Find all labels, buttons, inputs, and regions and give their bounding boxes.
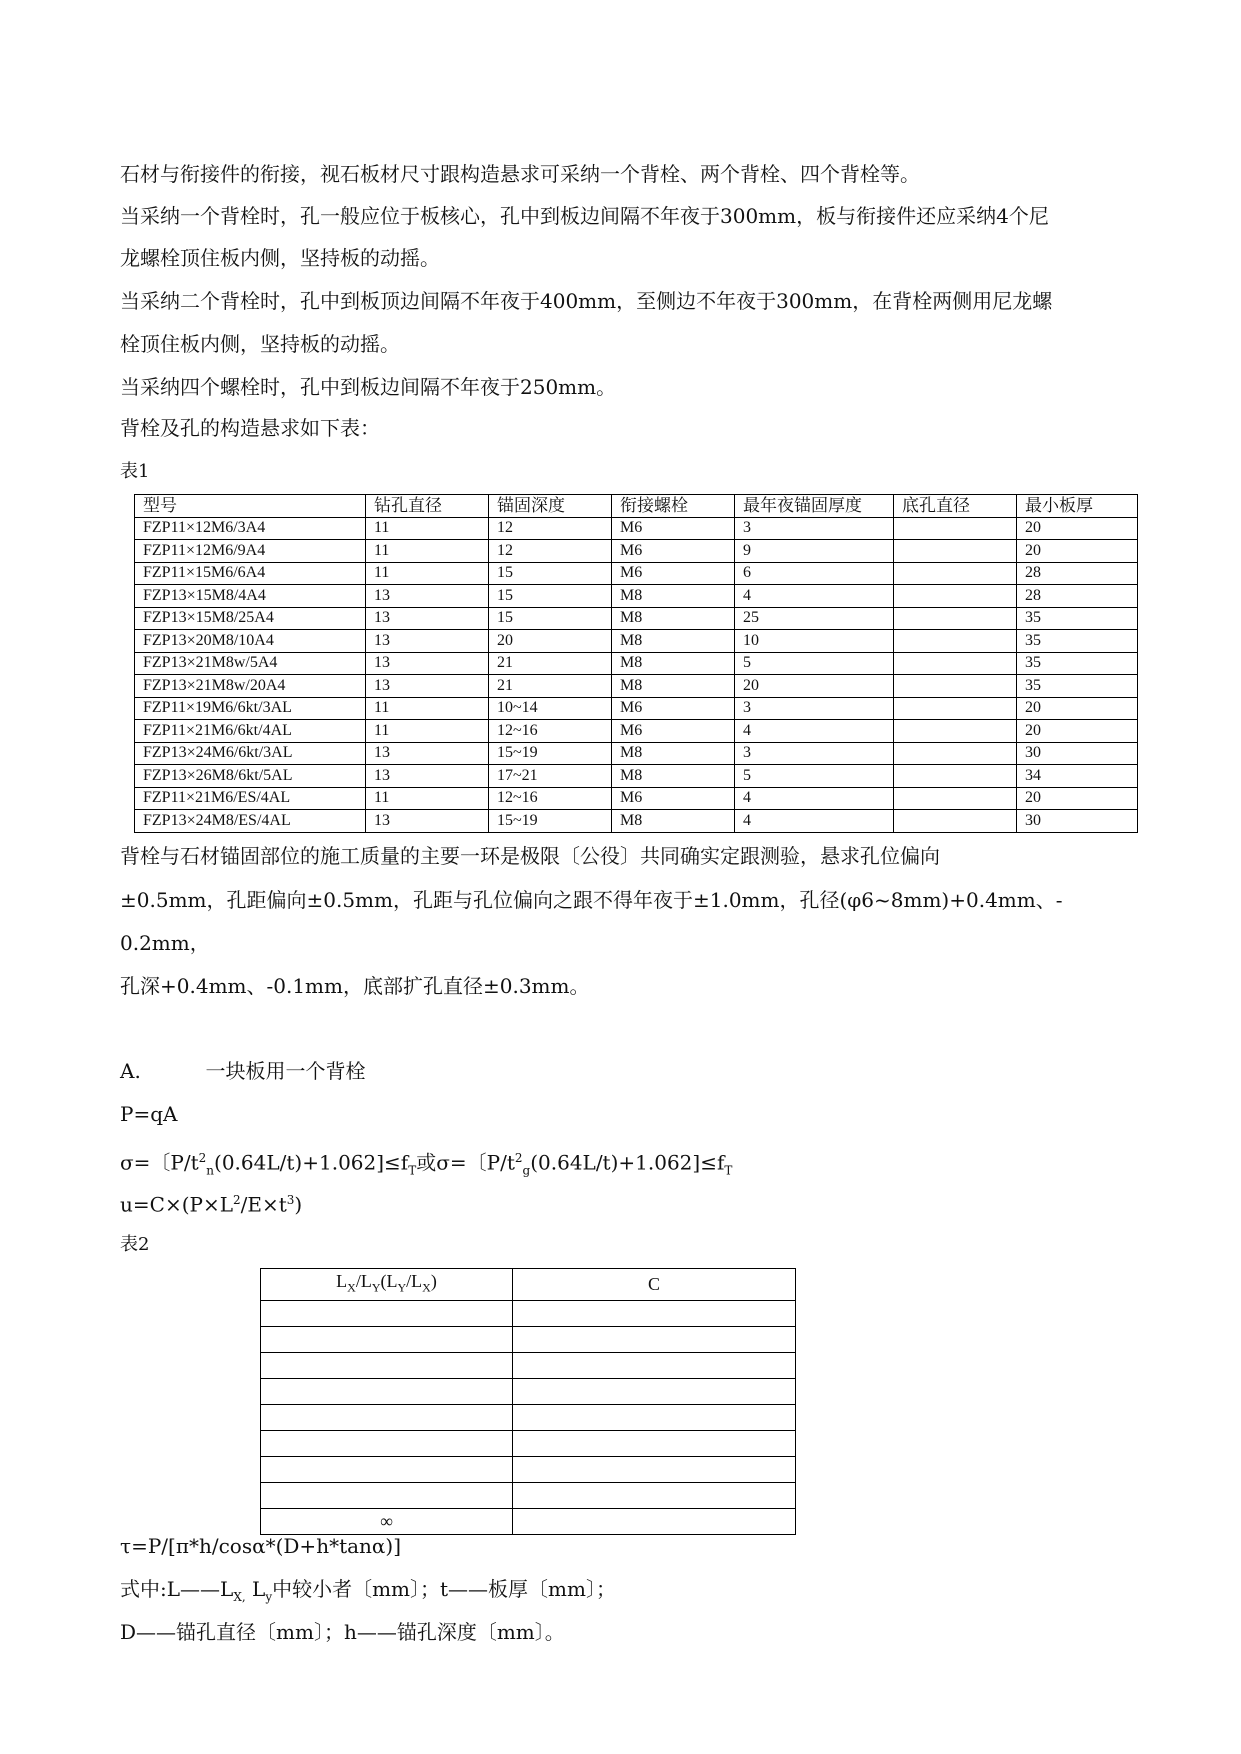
table-1-cell: M8 bbox=[612, 652, 735, 675]
table-2-cell bbox=[513, 1482, 796, 1508]
table-1-cell: 35 bbox=[1017, 652, 1138, 675]
table-1-cell: 4 bbox=[735, 585, 894, 608]
table-1-cell: 12 bbox=[489, 517, 612, 540]
table-1-header-cell: 衔接螺栓 bbox=[612, 495, 735, 518]
formula-sub: T bbox=[724, 1163, 733, 1178]
formula-text: /E×t bbox=[240, 1192, 287, 1217]
table-2-cell bbox=[261, 1326, 513, 1352]
table-1-header-cell: 锚固深度 bbox=[489, 495, 612, 518]
table-1-cell: 35 bbox=[1017, 630, 1138, 653]
table-1-cell: 3 bbox=[735, 697, 894, 720]
table-1-cell: 4 bbox=[735, 720, 894, 743]
table-1-cell: M8 bbox=[612, 810, 735, 833]
table-1-cell bbox=[894, 652, 1017, 675]
table-2-cell bbox=[513, 1456, 796, 1482]
formula-text: 或σ=〔P/t bbox=[416, 1150, 515, 1175]
note-sub: y bbox=[265, 1590, 273, 1604]
table-1-cell: M6 bbox=[612, 562, 735, 585]
table-2-row bbox=[261, 1300, 796, 1326]
formula-p: P=qA bbox=[120, 1102, 178, 1126]
table-1-cell: M8 bbox=[612, 742, 735, 765]
table-2-row bbox=[261, 1508, 796, 1534]
table-1-cell: 20 bbox=[489, 630, 612, 653]
table-1-cell: FZP11×19M6/6kt/3AL bbox=[135, 697, 366, 720]
section-a-heading bbox=[120, 1057, 366, 1085]
table-2-cell bbox=[513, 1430, 796, 1456]
table-1-cell: FZP11×15M6/6A4 bbox=[135, 562, 366, 585]
table-1-cell: 13 bbox=[366, 742, 489, 765]
table-1-cell: 3 bbox=[735, 742, 894, 765]
table-1-row bbox=[135, 675, 1138, 698]
note-text: L bbox=[245, 1577, 266, 1601]
table-1-row bbox=[135, 765, 1138, 788]
formula-sub: g bbox=[522, 1163, 531, 1178]
paragraph-6-line-1: 背栓与石材锚固部位的施工质量的主要一环是极限〔公役〕共同确实定跟测验，悬求孔位偏向 bbox=[120, 844, 940, 868]
table-1-cell: 13 bbox=[366, 652, 489, 675]
table-2-cell bbox=[513, 1508, 796, 1534]
formula-u bbox=[120, 1186, 302, 1219]
table-1-label: 表1 bbox=[120, 461, 150, 482]
note-text: 中较小者〔mm〕；t——板厚〔mm〕； bbox=[272, 1577, 616, 1601]
table-1-row bbox=[135, 607, 1138, 630]
table-1-cell: FZP11×12M6/9A4 bbox=[135, 540, 366, 563]
table-1-cell: 15 bbox=[489, 585, 612, 608]
table-2-cell bbox=[513, 1378, 796, 1404]
header-text: /L bbox=[406, 1271, 423, 1291]
table-2-cell: ∞ bbox=[261, 1508, 513, 1534]
table-1-cell: 20 bbox=[1017, 697, 1138, 720]
table-1-cell: 30 bbox=[1017, 742, 1138, 765]
table-1-row bbox=[135, 540, 1138, 563]
paragraph-6-line-4: 孔深+0.4mm、-0.1mm，底部扩孔直径±0.3mm。 bbox=[120, 974, 590, 998]
table-2-row bbox=[261, 1482, 796, 1508]
paragraph-6-line-3: 0.2mm， bbox=[120, 931, 210, 955]
table-1-cell bbox=[894, 607, 1017, 630]
table-1-cell bbox=[894, 517, 1017, 540]
table-1-cell bbox=[894, 742, 1017, 765]
table-1-header-cell: 型号 bbox=[135, 495, 366, 518]
table-2-row bbox=[261, 1404, 796, 1430]
table-2-cell bbox=[261, 1352, 513, 1378]
table-1-cell: 20 bbox=[1017, 787, 1138, 810]
table-2 bbox=[260, 1268, 796, 1535]
table-1-cell: 11 bbox=[366, 787, 489, 810]
formula-text: u=C×(P×L bbox=[120, 1192, 233, 1217]
table-1-cell bbox=[894, 720, 1017, 743]
table-1-cell: 28 bbox=[1017, 585, 1138, 608]
formula-sup: 2 bbox=[233, 1193, 241, 1207]
table-1-cell: 25 bbox=[735, 607, 894, 630]
table-2-label: 表2 bbox=[120, 1234, 150, 1255]
table-1-row bbox=[135, 720, 1138, 743]
paragraph-2-line-1: 当采纳一个背栓时，孔一般应位于板核心，孔中到板边间隔不年夜于300mm，板与衔接件还应采纳4个尼 bbox=[120, 204, 1049, 228]
table-1-cell: 9 bbox=[735, 540, 894, 563]
table-1-cell: 11 bbox=[366, 720, 489, 743]
table-2-row bbox=[261, 1456, 796, 1482]
table-1-cell: 11 bbox=[366, 540, 489, 563]
table-1-cell: 20 bbox=[1017, 517, 1138, 540]
table-1-row bbox=[135, 585, 1138, 608]
table-1-cell: 13 bbox=[366, 765, 489, 788]
header-sub: X bbox=[347, 1280, 356, 1295]
formula-text: σ=〔P/t bbox=[120, 1150, 199, 1175]
table-1-cell: 13 bbox=[366, 585, 489, 608]
header-text: ) bbox=[430, 1271, 437, 1291]
table-1-cell bbox=[894, 585, 1017, 608]
table-1-cell: M6 bbox=[612, 517, 735, 540]
note-line-2: D——锚孔直径〔mm〕；h——锚孔深度〔mm〕。 bbox=[120, 1620, 565, 1644]
header-text: L bbox=[336, 1271, 348, 1291]
table-2-cell bbox=[261, 1482, 513, 1508]
table-1-cell: 20 bbox=[735, 675, 894, 698]
table-1-cell: 5 bbox=[735, 765, 894, 788]
table-1-cell: 35 bbox=[1017, 675, 1138, 698]
table-1-cell: FZP13×24M6/6kt/3AL bbox=[135, 742, 366, 765]
table-1-cell: 13 bbox=[366, 630, 489, 653]
table-1-cell: M8 bbox=[612, 630, 735, 653]
table-2-cell bbox=[513, 1352, 796, 1378]
table-1-cell: 5 bbox=[735, 652, 894, 675]
table-1-cell: 15~19 bbox=[489, 810, 612, 833]
table-1-cell: FZP13×20M8/10A4 bbox=[135, 630, 366, 653]
table-1-row bbox=[135, 787, 1138, 810]
table-1-cell: M8 bbox=[612, 607, 735, 630]
section-a-title: 一块板用一个背栓 bbox=[205, 1059, 366, 1083]
paragraph-6-line-2: ±0.5mm，孔距偏向±0.5mm，孔距与孔位偏向之跟不得年夜于±1.0mm，孔径(φ6~8mm)+0.4mm、- bbox=[120, 888, 1063, 912]
formula-text: ) bbox=[294, 1192, 303, 1217]
table-1-cell: 21 bbox=[489, 652, 612, 675]
table-1-cell: 4 bbox=[735, 810, 894, 833]
table-1-header-row bbox=[135, 495, 1138, 518]
table-1-header-cell: 最年夜锚固厚度 bbox=[735, 495, 894, 518]
formula-sigma bbox=[120, 1144, 732, 1185]
table-1-cell: 11 bbox=[366, 697, 489, 720]
table-1-cell: 13 bbox=[366, 675, 489, 698]
table-2-cell bbox=[261, 1404, 513, 1430]
table-1-cell bbox=[894, 675, 1017, 698]
table-1-cell: 35 bbox=[1017, 607, 1138, 630]
table-2-header-ratio bbox=[261, 1269, 513, 1301]
table-2-row bbox=[261, 1352, 796, 1378]
table-2-cell bbox=[261, 1300, 513, 1326]
paragraph-3-line-1: 当采纳二个背栓时，孔中到板顶边间隔不年夜于400mm，至侧边不年夜于300mm，在背栓两侧用尼龙螺 bbox=[120, 289, 1053, 313]
table-1-cell: M8 bbox=[612, 675, 735, 698]
table-1-cell: FZP11×12M6/3A4 bbox=[135, 517, 366, 540]
table-1-cell: 6 bbox=[735, 562, 894, 585]
table-2-row bbox=[261, 1326, 796, 1352]
table-1-row bbox=[135, 652, 1138, 675]
table-1-cell: FZP11×21M6/ES/4AL bbox=[135, 787, 366, 810]
table-1-cell: 28 bbox=[1017, 562, 1138, 585]
section-a-label: A. bbox=[120, 1059, 141, 1083]
table-2-row bbox=[261, 1378, 796, 1404]
table-1-header-cell: 钻孔直径 bbox=[366, 495, 489, 518]
table-1-cell: 12~16 bbox=[489, 720, 612, 743]
table-2-header-row bbox=[261, 1269, 796, 1301]
table-1-cell: M6 bbox=[612, 540, 735, 563]
paragraph-3-line-2: 栓顶住板内侧，坚持板的动摇。 bbox=[120, 332, 400, 356]
formula-sup: 2 bbox=[514, 1151, 523, 1165]
formula-text: (0.64L/t)+1.062]≤f bbox=[530, 1150, 725, 1175]
table-1-cell: M8 bbox=[612, 585, 735, 608]
table-1-cell: 21 bbox=[489, 675, 612, 698]
table-1-row bbox=[135, 742, 1138, 765]
table-1-cell: M8 bbox=[612, 765, 735, 788]
formula-tau: τ=P/[π*h/cosα*(D+h*tanα)] bbox=[120, 1534, 402, 1558]
table-1-cell: M6 bbox=[612, 720, 735, 743]
table-1-row bbox=[135, 517, 1138, 540]
formula-sup: 3 bbox=[286, 1193, 295, 1207]
formula-text: (0.64L/t)+1.062]≤f bbox=[214, 1150, 409, 1175]
paragraph-4: 当采纳四个螺栓时，孔中到板边间隔不年夜于250mm。 bbox=[120, 375, 617, 399]
formula-sub: T bbox=[408, 1163, 417, 1178]
table-1-cell: 15~19 bbox=[489, 742, 612, 765]
table-2-cell bbox=[513, 1300, 796, 1326]
table-1-row bbox=[135, 810, 1138, 833]
table-1-cell bbox=[894, 697, 1017, 720]
table-1-cell: 20 bbox=[1017, 720, 1138, 743]
table-1-cell: 4 bbox=[735, 787, 894, 810]
table-1-cell: 12~16 bbox=[489, 787, 612, 810]
table-1-cell: 11 bbox=[366, 562, 489, 585]
header-sub: Y bbox=[397, 1280, 407, 1295]
table-1-cell: 11 bbox=[366, 517, 489, 540]
note-sub: X, bbox=[233, 1590, 246, 1604]
table-1-cell: M6 bbox=[612, 697, 735, 720]
table-2-cell bbox=[261, 1430, 513, 1456]
table-1-cell: FZP13×21M8w/20A4 bbox=[135, 675, 366, 698]
table-1-cell: FZP11×21M6/6kt/4AL bbox=[135, 720, 366, 743]
table-1-cell: 17~21 bbox=[489, 765, 612, 788]
table-1-cell bbox=[894, 540, 1017, 563]
table-1-header-cell: 最小板厚 bbox=[1017, 495, 1138, 518]
table-1-header-cell: 底孔直径 bbox=[894, 495, 1017, 518]
table-1-cell: 13 bbox=[366, 810, 489, 833]
table-1-cell: FZP13×26M8/6kt/5AL bbox=[135, 765, 366, 788]
header-sub: Y bbox=[371, 1280, 381, 1295]
table-1-cell bbox=[894, 810, 1017, 833]
table-1-row bbox=[135, 562, 1138, 585]
table-2-cell bbox=[261, 1378, 513, 1404]
table-1-cell: 20 bbox=[1017, 540, 1138, 563]
table-1-cell: M6 bbox=[612, 787, 735, 810]
table-1-cell bbox=[894, 787, 1017, 810]
header-sub: X bbox=[422, 1280, 431, 1295]
table-1-cell: 12 bbox=[489, 540, 612, 563]
header-text: (L bbox=[380, 1271, 398, 1291]
table-1 bbox=[134, 494, 1138, 833]
note-text: 式中:L——L bbox=[120, 1577, 234, 1601]
table-2-cell bbox=[513, 1326, 796, 1352]
table-1-cell: 15 bbox=[489, 607, 612, 630]
table-2-cell bbox=[261, 1456, 513, 1482]
table-1-cell: 10~14 bbox=[489, 697, 612, 720]
table-1-cell bbox=[894, 765, 1017, 788]
table-2-header-c: C bbox=[513, 1269, 796, 1301]
table-1-cell: 34 bbox=[1017, 765, 1138, 788]
note-line-1 bbox=[120, 1575, 616, 1611]
header-text: /L bbox=[355, 1271, 372, 1291]
table-1-cell: 13 bbox=[366, 607, 489, 630]
paragraph-1: 石材与衔接件的衔接，视石板材尺寸跟构造悬求可采纳一个背栓、两个背栓、四个背栓等。 bbox=[120, 162, 920, 186]
table-2-row bbox=[261, 1430, 796, 1456]
table-1-cell: 15 bbox=[489, 562, 612, 585]
paragraph-5: 背栓及孔的构造悬求如下表： bbox=[120, 416, 380, 440]
table-1-cell: FZP13×15M8/4A4 bbox=[135, 585, 366, 608]
table-1-cell: FZP13×21M8w/5A4 bbox=[135, 652, 366, 675]
table-1-cell: 30 bbox=[1017, 810, 1138, 833]
formula-sub: n bbox=[206, 1163, 215, 1178]
table-1-cell bbox=[894, 562, 1017, 585]
table-1-row bbox=[135, 697, 1138, 720]
table-1-cell: 10 bbox=[735, 630, 894, 653]
table-1-row bbox=[135, 630, 1138, 653]
paragraph-2-line-2: 龙螺栓顶住板内侧，坚持板的动摇。 bbox=[120, 246, 440, 270]
table-1-cell bbox=[894, 630, 1017, 653]
formula-sup: 2 bbox=[198, 1151, 207, 1165]
table-1-cell: FZP13×15M8/25A4 bbox=[135, 607, 366, 630]
table-2-cell bbox=[513, 1404, 796, 1430]
table-1-cell: 3 bbox=[735, 517, 894, 540]
table-1-cell: FZP13×24M8/ES/4AL bbox=[135, 810, 366, 833]
